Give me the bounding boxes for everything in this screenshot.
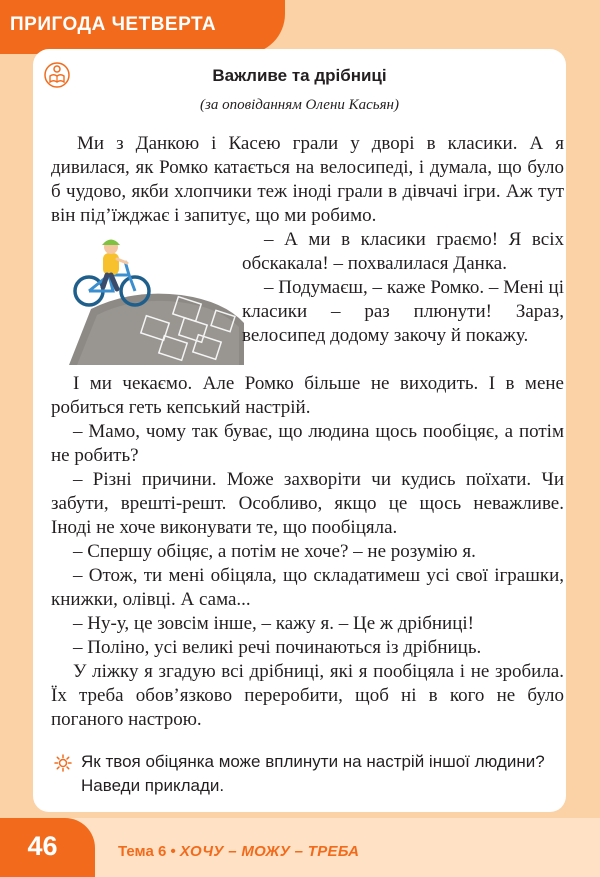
paragraph: – Спершу обіцяє, а потім не хоче? – не розумію я. [73,541,476,562]
paragraph: – Мамо, чому так буває, що людина щось пообіцяє, а потім не робить? [51,421,564,466]
theme-separator: • [170,843,176,860]
paragraph: – Поліно, усі великі речі починаються із дрібниць. [73,637,482,658]
paragraph: – Різні причини. Може захворіти чи кудись поїхати. Чи забути, врешті-решт. Особливо, якщо це щось неважливе. Іноді не хоче виконувати те, що пообіцяла. [51,469,564,538]
story-source: (за оповіданням Олени Касьян) [200,97,399,113]
page-number-tab [0,818,95,877]
story-beside-image-block [242,228,564,348]
paragraph: Ми з Данкою і Касею грали у дворі в класики. А я дивилася, як Ромко катається на велосипеді, і думала, що було б чудово, якби хлопчики теж іноді грали в дівчачі ігри. Аж тут він під’їжджає і запитує, що ми робимо. [51,133,564,226]
section-title: ПРИГОДА ЧЕТВЕРТА [10,14,217,35]
theme-label: Тема 6 [118,843,167,860]
paragraph: – А ми в класики граємо! Я всіх обскакала! – похвалилася Данка. [242,229,564,274]
paragraph: У ліжку я згадую всі дрібниці, які я пообіцяла і не зробила. Їх треба обов’язково переробити, щоб ні в кого не було поганого настрою. [51,661,564,730]
boy-on-bicycle-illustration [69,235,244,365]
theme-caption [118,843,359,860]
paragraph: І ми чекаємо. Але Ромко більше не виходить. І в мене робиться геть кепський настрій. [51,373,564,418]
page-number: 46 [27,831,58,861]
paragraph: – Ну-у, це зовсім інше, – кажу я. – Це ж дрібниці! [73,613,474,634]
story-intro-block [51,132,564,228]
sun-icon [54,754,72,772]
story-body-block [51,372,564,732]
discussion-question: Як твоя обіцянка може вплинути на настрій іншої людини? Наведи приклади. [81,752,545,795]
paragraph: – Отож, ти мені обіцяла, що складатимеш усі свої іграшки, книжки, олівці. А сама... [51,565,564,610]
theme-motto: ХОЧУ – МОЖУ – ТРЕБА [179,843,360,860]
story-title: Важливе та дрібниці [212,66,387,85]
paragraph: – Подумаєш, – каже Ромко. – Мені ці класики – раз плюнути! Зараз, велосипед додому закочу й покажу. [242,277,564,346]
story-card [33,49,566,812]
section-header [0,0,285,54]
